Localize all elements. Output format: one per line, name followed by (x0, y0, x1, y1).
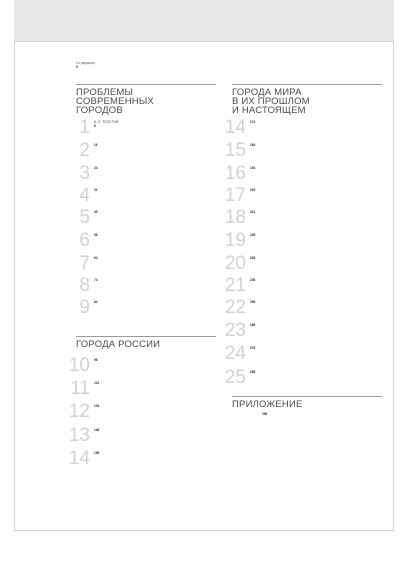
intro-block (76, 61, 216, 69)
entry-page: 236 (250, 256, 256, 260)
entry-page: 24 (94, 166, 98, 170)
toc-entry (79, 117, 224, 144)
toc-entry (79, 253, 224, 280)
entry-text (94, 278, 224, 282)
page-top-band (14, 0, 394, 41)
entry-number: 25 (224, 367, 246, 388)
toc-entry (224, 253, 380, 280)
toc-entry (224, 185, 380, 212)
entry-page: 286 (250, 370, 256, 374)
entry-number: 6 (79, 230, 90, 251)
entry-text (250, 323, 380, 327)
toc-entry (79, 163, 224, 190)
entry-number: 14 (68, 448, 90, 469)
entry-page: 204 (250, 188, 256, 192)
world-title-2: В ИХ ПРОШЛОМ (232, 96, 310, 107)
world-title-3: И НАСТОЯЩЕМ (232, 105, 306, 116)
entry-page: 158 (94, 451, 100, 455)
entry-number: 22 (224, 297, 246, 318)
world-title-1: ГОРОДА МИРА (232, 87, 302, 98)
entry-text (250, 233, 380, 237)
entry-text (250, 120, 380, 124)
entry-text (94, 143, 224, 147)
appendix-rule (232, 396, 382, 397)
entry-text (94, 233, 224, 237)
entry-page: 276 (250, 346, 256, 350)
entry-number: 10 (68, 355, 90, 376)
entry-page: 194 (250, 166, 256, 170)
entry-number: 4 (79, 185, 90, 206)
entry-page: 146 (94, 428, 100, 432)
toc-entry (79, 207, 224, 234)
entry-text (250, 210, 380, 214)
toc-entry (79, 275, 224, 302)
entry-number: 19 (224, 230, 246, 251)
entry-page: 32 (94, 188, 98, 192)
problems-title-3: ГОРОДОВ (76, 105, 123, 116)
entry-number: 16 (224, 163, 246, 184)
entry-text (94, 358, 224, 362)
entry-text (250, 256, 380, 260)
russia-title: ГОРОДА РОССИИ (76, 339, 161, 350)
entry-text (250, 278, 380, 282)
toc-entry (68, 401, 224, 428)
entry-page: 8 (94, 124, 96, 129)
toc-entry (79, 185, 224, 212)
entry-page: 84 (94, 300, 98, 304)
russia-rule (76, 336, 216, 337)
entry-text (94, 404, 224, 408)
entry-text (94, 451, 224, 455)
entry-number: 21 (224, 275, 246, 296)
toc-entry (68, 448, 224, 475)
toc-entry (79, 230, 224, 257)
entry-page: 122 (94, 381, 100, 385)
entry-number: 15 (224, 140, 246, 161)
entry-text (94, 256, 224, 260)
entry-text (94, 210, 224, 214)
entry-text (250, 346, 380, 350)
problems-title-1: ПРОБЛЕМЫ (76, 87, 134, 98)
entry-number: 24 (224, 343, 246, 364)
entry-text (250, 143, 380, 147)
entry-text (250, 166, 380, 170)
appendix-list (262, 412, 382, 442)
entry-page: 226 (250, 233, 256, 237)
entry-number: 20 (224, 253, 246, 274)
entry-number: 17 (224, 185, 246, 206)
appendix-title: ПРИЛОЖЕНИЕ (232, 399, 303, 410)
entry-number: 1 (79, 117, 90, 138)
toc-entry (224, 207, 380, 234)
toc-entry (224, 275, 380, 302)
entry-text (94, 300, 224, 304)
problems-title-2: СОВРЕМЕННЫХ (76, 96, 154, 107)
entry-number: 13 (68, 425, 90, 446)
toc-entry (224, 297, 380, 324)
world-rule (232, 84, 382, 85)
entry-page: 256 (250, 300, 256, 304)
entry-page: 16 (94, 143, 98, 147)
entry-number: 18 (224, 207, 246, 228)
entry-number: 5 (79, 207, 90, 228)
entry-text (94, 428, 224, 432)
toc-entry (70, 378, 224, 405)
entry-author: А. Л. ТОЛСТОЙ (94, 120, 119, 124)
toc-entry (224, 343, 380, 370)
entry-number: 2 (79, 140, 90, 161)
intro-page: 6 (76, 65, 78, 70)
entry-page: 58 (94, 233, 98, 237)
toc-entry (224, 320, 380, 347)
toc-entry (68, 355, 224, 382)
entry-number: 8 (79, 275, 90, 296)
entry-number: 7 (79, 253, 90, 274)
toc-entry (224, 163, 380, 190)
entry-page: 74 (94, 278, 98, 282)
toc-entry (79, 297, 224, 324)
entry-text (94, 166, 224, 170)
entry-text (94, 188, 224, 192)
toc-entry (224, 117, 380, 144)
entry-page: 246 (250, 278, 256, 282)
entry-page: 214 (250, 210, 256, 214)
entry-page: 174 (250, 120, 256, 124)
entry-text (94, 381, 224, 385)
entry-number: 23 (224, 320, 246, 341)
entry-page: 96 (94, 358, 98, 362)
entry-number: 12 (68, 401, 90, 422)
toc-entry (224, 230, 380, 257)
entry-page: 266 (250, 323, 256, 327)
toc-entry (224, 367, 380, 394)
appendix-item (262, 412, 382, 416)
entry-text (94, 120, 224, 128)
entry-text (250, 300, 380, 304)
toc-entry (79, 140, 224, 167)
entry-number: 9 (79, 297, 90, 318)
entry-number: 14 (224, 117, 246, 138)
entry-page: 40 (94, 210, 98, 214)
entry-page: 184 (250, 143, 256, 147)
entry-page: 64 (94, 256, 98, 260)
toc-entry (68, 425, 224, 452)
entry-number: 11 (70, 378, 90, 399)
toc-entry (224, 140, 380, 167)
problems-rule (76, 84, 216, 85)
entry-page: 134 (94, 404, 100, 408)
intro-title: От редакции (76, 61, 95, 65)
entry-text (250, 370, 380, 374)
entry-text (250, 188, 380, 192)
entry-number: 3 (79, 163, 90, 184)
appendix-item-page: 296 (262, 412, 268, 416)
